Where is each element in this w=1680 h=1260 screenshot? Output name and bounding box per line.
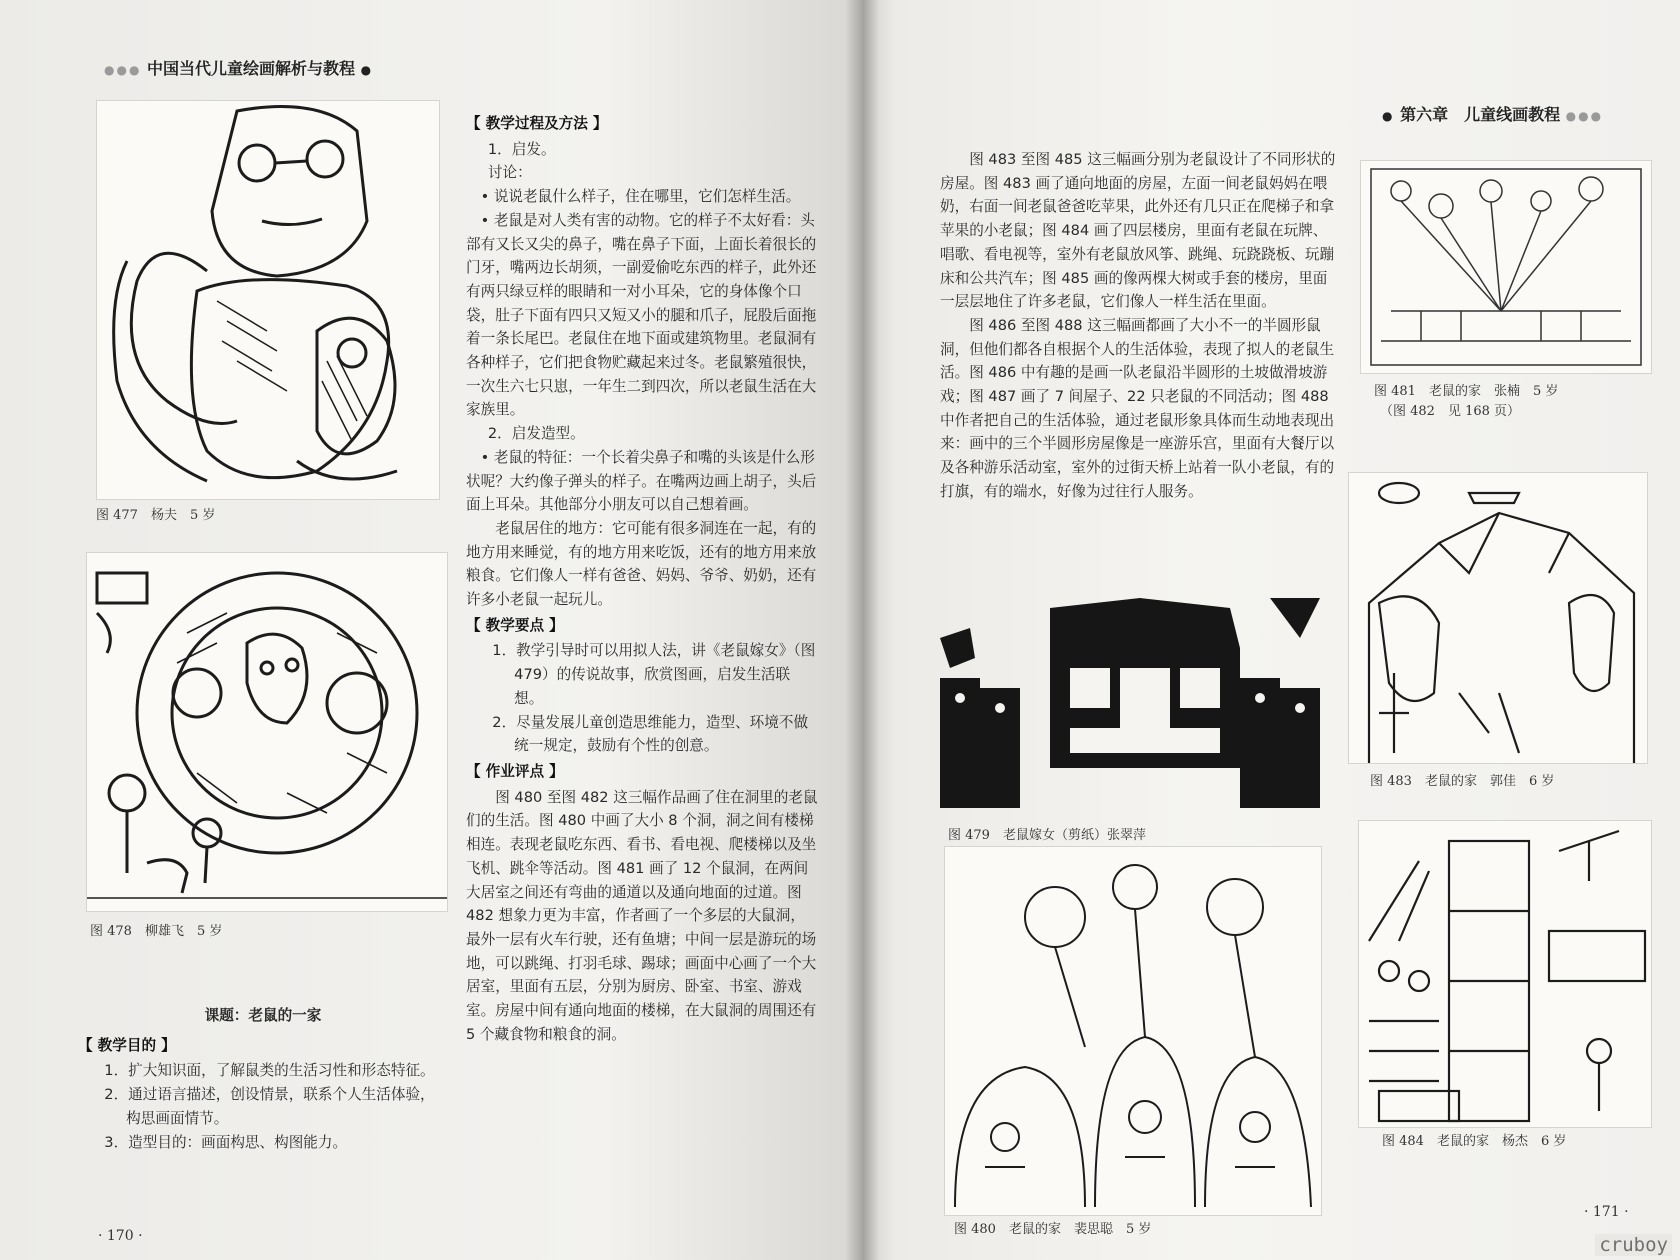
figure-477-caption: 图 477 杨夫 5 岁 — [96, 508, 216, 523]
process-heading: 【 教学过程及方法 】 — [466, 115, 608, 132]
running-head-text: 第六章 儿童线画教程 — [1400, 105, 1561, 124]
child-drawing-mouse-home-481 — [1361, 161, 1651, 373]
figure-478-drawing — [86, 552, 448, 912]
goal-item: 2．通过语言描述，创设情景，联系个人生活体验，构思画面情节。 — [104, 1086, 435, 1127]
process-paragraph: 老鼠居住的地方：它可能有很多洞连在一起，有的地方用来睡觉，有的地方用来吃饭，还有的地方用来放粮食。它们像人一样有爸爸、妈妈、爷爷、奶奶，还有许多小老鼠一起玩儿。 — [466, 519, 817, 609]
goal-item: 1．扩大知识面，了解鼠类的生活习性和形态特征。 — [104, 1062, 435, 1080]
process-bullet: • 说说老鼠什么样子，住在哪里，它们怎样生活。 — [480, 188, 801, 206]
figure-480-drawing — [944, 846, 1322, 1216]
child-drawing-portrait — [97, 101, 439, 499]
running-head-right — [1382, 102, 1603, 125]
right-page — [862, 0, 1680, 1260]
book-spine-shadow — [845, 0, 879, 1260]
body-paragraph: 图 486 至图 488 这三幅画都画了大小不一的半圆形鼠洞，但他们都各自根据个人的生活体验，表现了拟人的老鼠生活。图 486 中有趣的是画一队老鼠沿半圆形的土坡做滑坡游戏；图 487 画了 7 间屋子、22 只老鼠的不同活动；图 488 中作者把自己的生活体验，通过老鼠形象具体而生动地表现出来：画中的三个半圆形房屋像是一座游乐宫，里面有大餐厅以及各种游乐活动室，室外的过街天桥上站着一队小老鼠，有的打旗，有的端水，好像为过往行人服务。 — [940, 316, 1335, 500]
process-line: 讨论： — [487, 164, 532, 182]
figure-480-caption: 图 480 老鼠的家 裴思聪 5 岁 — [954, 1222, 1152, 1237]
figure-484-drawing — [1358, 820, 1652, 1128]
teaching-process-column — [466, 110, 818, 1046]
goal-item: 3．造型目的：画面构思、构图能力。 — [104, 1133, 348, 1151]
figure-478-caption: 图 478 柳雄飞 5 岁 — [90, 924, 223, 939]
review-continued-column — [940, 148, 1336, 504]
decorative-dot: ● — [1382, 108, 1395, 123]
review-heading: 【 作业评点 】 — [466, 762, 564, 780]
lesson-goals-block — [78, 986, 448, 1154]
process-line: 1．启发。 — [487, 140, 556, 158]
figure-479-caption: 图 479 老鼠嫁女（剪纸）张翠萍 — [948, 828, 1146, 843]
child-drawing-mouse-home-480 — [945, 847, 1321, 1215]
figure-483-drawing — [1348, 472, 1648, 764]
running-head-left — [104, 56, 373, 79]
key-point: 2．尽量发展儿童创造思维能力，造型、环境不做统一规定，鼓励有个性的创意。 — [492, 713, 809, 755]
key-points-heading: 【 教学要点 】 — [466, 616, 564, 634]
figure-477-drawing — [96, 100, 440, 500]
figure-483-caption: 图 483 老鼠的家 郭佳 6 岁 — [1370, 774, 1555, 789]
figure-479-papercut — [940, 598, 1332, 814]
page-number-left: · 170 · — [98, 1228, 143, 1244]
figure-482-note: （图 482 见 168 页） — [1380, 404, 1521, 419]
page-number-right: · 171 · — [1584, 1204, 1629, 1220]
body-paragraph: 图 483 至图 485 这三幅画分别为老鼠设计了不同形状的房屋。图 483 画了通向地面的房屋，左面一间老鼠妈妈在喂奶，右面一间老鼠爸爸吃苹果，此外还有几只正在爬梯子和拿苹果的小老鼠；图 484 画了四层楼房，里面有老鼠在玩牌、唱歌、看电视等，室外有老鼠放风筝、跳绳、玩跷跷板、玩蹦床和公共汽车；图 485 画的像两棵大树或手套的楼房，里面一层层地住了许多老鼠，它们像人一样生活在里面。 — [940, 151, 1336, 311]
running-head-text: 中国当代儿童绘画解析与教程 — [147, 59, 356, 78]
goal-heading: 【 教学目的 】 — [78, 1036, 176, 1054]
decorative-dots: ●●● — [1565, 108, 1604, 123]
key-point: 1．教学引导时可以用拟人法，讲《老鼠嫁女》（图 479）的传说故事，欣赏图画，启发生活联想。 — [492, 642, 816, 707]
figure-484-caption: 图 484 老鼠的家 杨杰 6 岁 — [1382, 1134, 1567, 1149]
decorative-dots: ●●● — [104, 62, 142, 77]
watermark-text: cruboy — [1595, 1234, 1672, 1256]
process-bullet: • 老鼠是对人类有害的动物。它的样子不太好看：头部有又长又尖的鼻子，嘴在鼻子下面，上面长着很长的门牙，嘴两边长胡须，一副爱偷吃东西的样子，此外还有两只绿豆样的眼睛和一对小耳朵，它的身体像个口袋，肚子下面有四只又短又小的腿和爪子，屁股后面拖着一条长尾巴。老鼠住在地下面或建筑物里。老鼠洞有各种样子，它们把食物贮藏起来过冬。老鼠繁殖很快，一次生六七只崽，一年生二到四次，所以老鼠生活在大家族里。 — [466, 211, 817, 419]
decorative-dot: ● — [360, 62, 374, 77]
review-paragraph: 图 480 至图 482 这三幅作品画了住在洞里的老鼠们的生活。图 480 中画了大小 8 个洞，洞之间有楼梯相连。表现老鼠吃东西、看书、看电视、爬楼梯以及坐飞机、跳伞等活动。图 481 画了 12 个鼠洞，在两间大居室之间还有弯曲的通道以及通向地面的过道。图 482 想象力更为丰富，作者画了一个多层的大鼠洞，最外一层有火车行驶，还有鱼塘；中间一层是游玩的场地，可以跳绳、打羽毛球、踢球；画面中心画了一个大居室，里面有五层，分别为厨房、卧室、书室、游戏室。房屋中间有通向地面的楼梯，在大鼠洞的周围还有 5 个藏食物和粮食的洞。 — [466, 788, 818, 1043]
child-drawing-mouse-home — [87, 553, 447, 911]
figure-481-caption: 图 481 老鼠的家 张楠 5 岁 — [1374, 384, 1559, 399]
process-line: 2．启发造型。 — [487, 425, 585, 443]
figure-481-drawing — [1360, 160, 1652, 374]
child-drawing-mouse-home-484 — [1359, 821, 1651, 1127]
lesson-title: 课题：老鼠的一家 — [204, 1007, 322, 1024]
papercut-mouse-wedding — [940, 598, 1332, 814]
process-bullet: • 老鼠的特征：一个长着尖鼻子和嘴的头该是什么形状呢？大约像子弹头的样子。在嘴两边画上胡子，头后面上耳朵。其他部分小朋友可以自己想着画。 — [466, 448, 817, 514]
child-drawing-mouse-home-483 — [1349, 473, 1647, 763]
